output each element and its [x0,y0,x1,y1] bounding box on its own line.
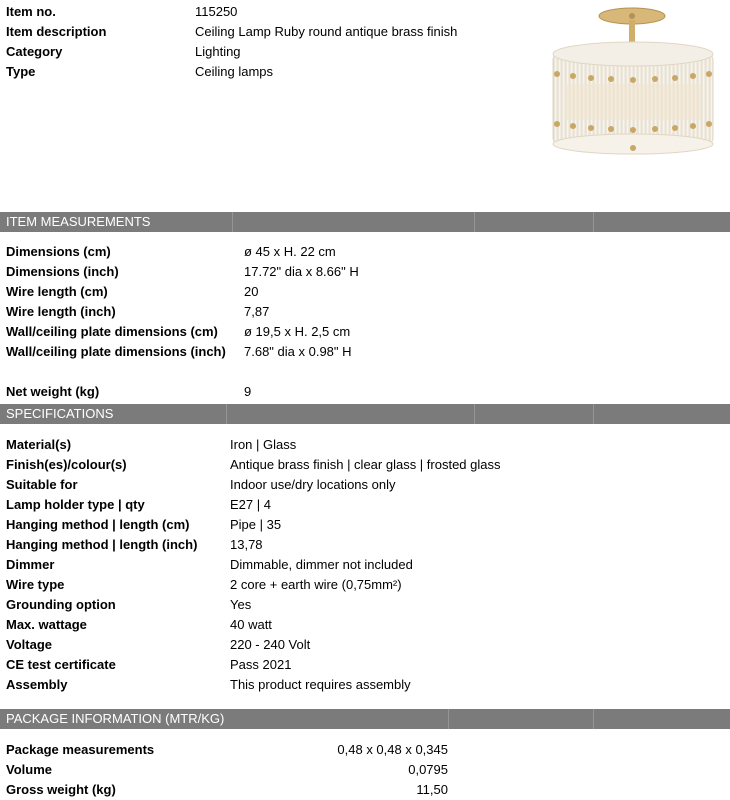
spec-row [0,535,730,555]
row-value: 7,87 [244,304,270,319]
row-value: 7.68" dia x 0.98" H [244,344,352,359]
column-divider [232,212,233,232]
section-header-package [0,709,730,729]
spec-row [0,615,730,635]
spec-row [0,595,730,615]
row-value: 11,50 [416,782,448,797]
net-weight-row [0,382,730,402]
row-value: 13,78 [230,537,263,552]
row-label: Dimensions (inch) [6,264,119,279]
measurement-row [0,282,730,302]
spec-row [0,495,730,515]
row-label: Material(s) [6,437,72,452]
measurement-row [0,242,730,262]
spec-row [0,475,730,495]
row-value: Dimmable, dimmer not included [230,557,413,572]
header-value: Ceiling lamps [195,64,274,79]
header-value: Ceiling Lamp Ruby round antique brass finish [195,24,458,39]
row-label: Max. wattage [6,617,87,632]
row-label: Voltage [6,637,52,652]
row-value: 220 - 240 Volt [230,637,311,652]
header-label: Item no. [6,4,56,19]
row-label: Hanging method | length (cm) [6,517,190,532]
section-header-measurements [0,212,730,232]
column-divider [448,709,449,729]
header-label: Category [6,44,63,59]
row-value: ø 45 x H. 22 cm [244,244,336,259]
row-label: Net weight (kg) [6,384,100,399]
measurement-row [0,342,730,362]
row-label: Volume [6,762,52,777]
column-divider [474,404,475,424]
row-label: Suitable for [6,477,78,492]
row-value: 20 [244,284,259,299]
section-title: ITEM MEASUREMENTS [6,214,151,229]
header-label: Item description [6,24,107,39]
row-label: Wire type [6,577,65,592]
measurement-row [0,302,730,322]
column-divider [593,212,594,232]
row-label: Wall/ceiling plate dimensions (cm) [6,324,218,339]
spec-row [0,555,730,575]
product-image [545,2,725,162]
row-value: 0,0795 [408,762,448,777]
row-value: Yes [230,597,252,612]
row-value: Iron | Glass [230,437,297,452]
column-divider [474,212,475,232]
spec-row [0,575,730,595]
row-label: Lamp holder type | qty [6,497,145,512]
row-value: 17.72" dia x 8.66" H [244,264,359,279]
row-label: Hanging method | length (inch) [6,537,198,552]
row-value: 40 watt [230,617,272,632]
row-value: Pass 2021 [230,657,292,672]
spec-row [0,655,730,675]
row-value: Antique brass finish | clear glass | frosted glass [230,457,501,472]
row-value: Pipe | 35 [230,517,282,532]
column-divider [226,404,227,424]
row-label: Assembly [6,677,68,692]
section-header-specifications [0,404,730,424]
package-row [0,740,730,760]
package-row [0,760,730,780]
row-label: Wall/ceiling plate dimensions (inch) [6,344,226,359]
row-label: Package measurements [6,742,155,757]
measurement-row [0,262,730,282]
row-label: Grounding option [6,597,116,612]
spec-row [0,435,730,455]
row-value: Indoor use/dry locations only [230,477,396,492]
row-label: Gross weight (kg) [6,782,116,797]
row-label: CE test certificate [6,657,116,672]
header-label: Type [6,64,36,79]
row-label: Dimensions (cm) [6,244,111,259]
header-value: Lighting [195,44,241,59]
section-title: PACKAGE INFORMATION (MTR/KG) [6,711,225,726]
spec-row [0,455,730,475]
column-divider [593,404,594,424]
row-value: E27 | 4 [230,497,271,512]
row-label: Dimmer [6,557,55,572]
row-label: Wire length (inch) [6,304,116,319]
spec-row [0,515,730,535]
row-value: ø 19,5 x H. 2,5 cm [244,324,351,339]
measurement-row [0,322,730,342]
package-row [0,780,730,800]
row-value: 0,48 x 0,48 x 0,345 [337,742,448,757]
row-label: Wire length (cm) [6,284,108,299]
row-label: Finish(es)/colour(s) [6,457,127,472]
row-value: 2 core + earth wire (0,75mm²) [230,577,402,592]
row-value: 9 [244,384,252,399]
header-value: 115250 [195,4,238,19]
column-divider [593,709,594,729]
spec-row [0,675,730,695]
row-value: This product requires assembly [230,677,411,692]
section-title: SPECIFICATIONS [6,406,114,421]
spec-row [0,635,730,655]
